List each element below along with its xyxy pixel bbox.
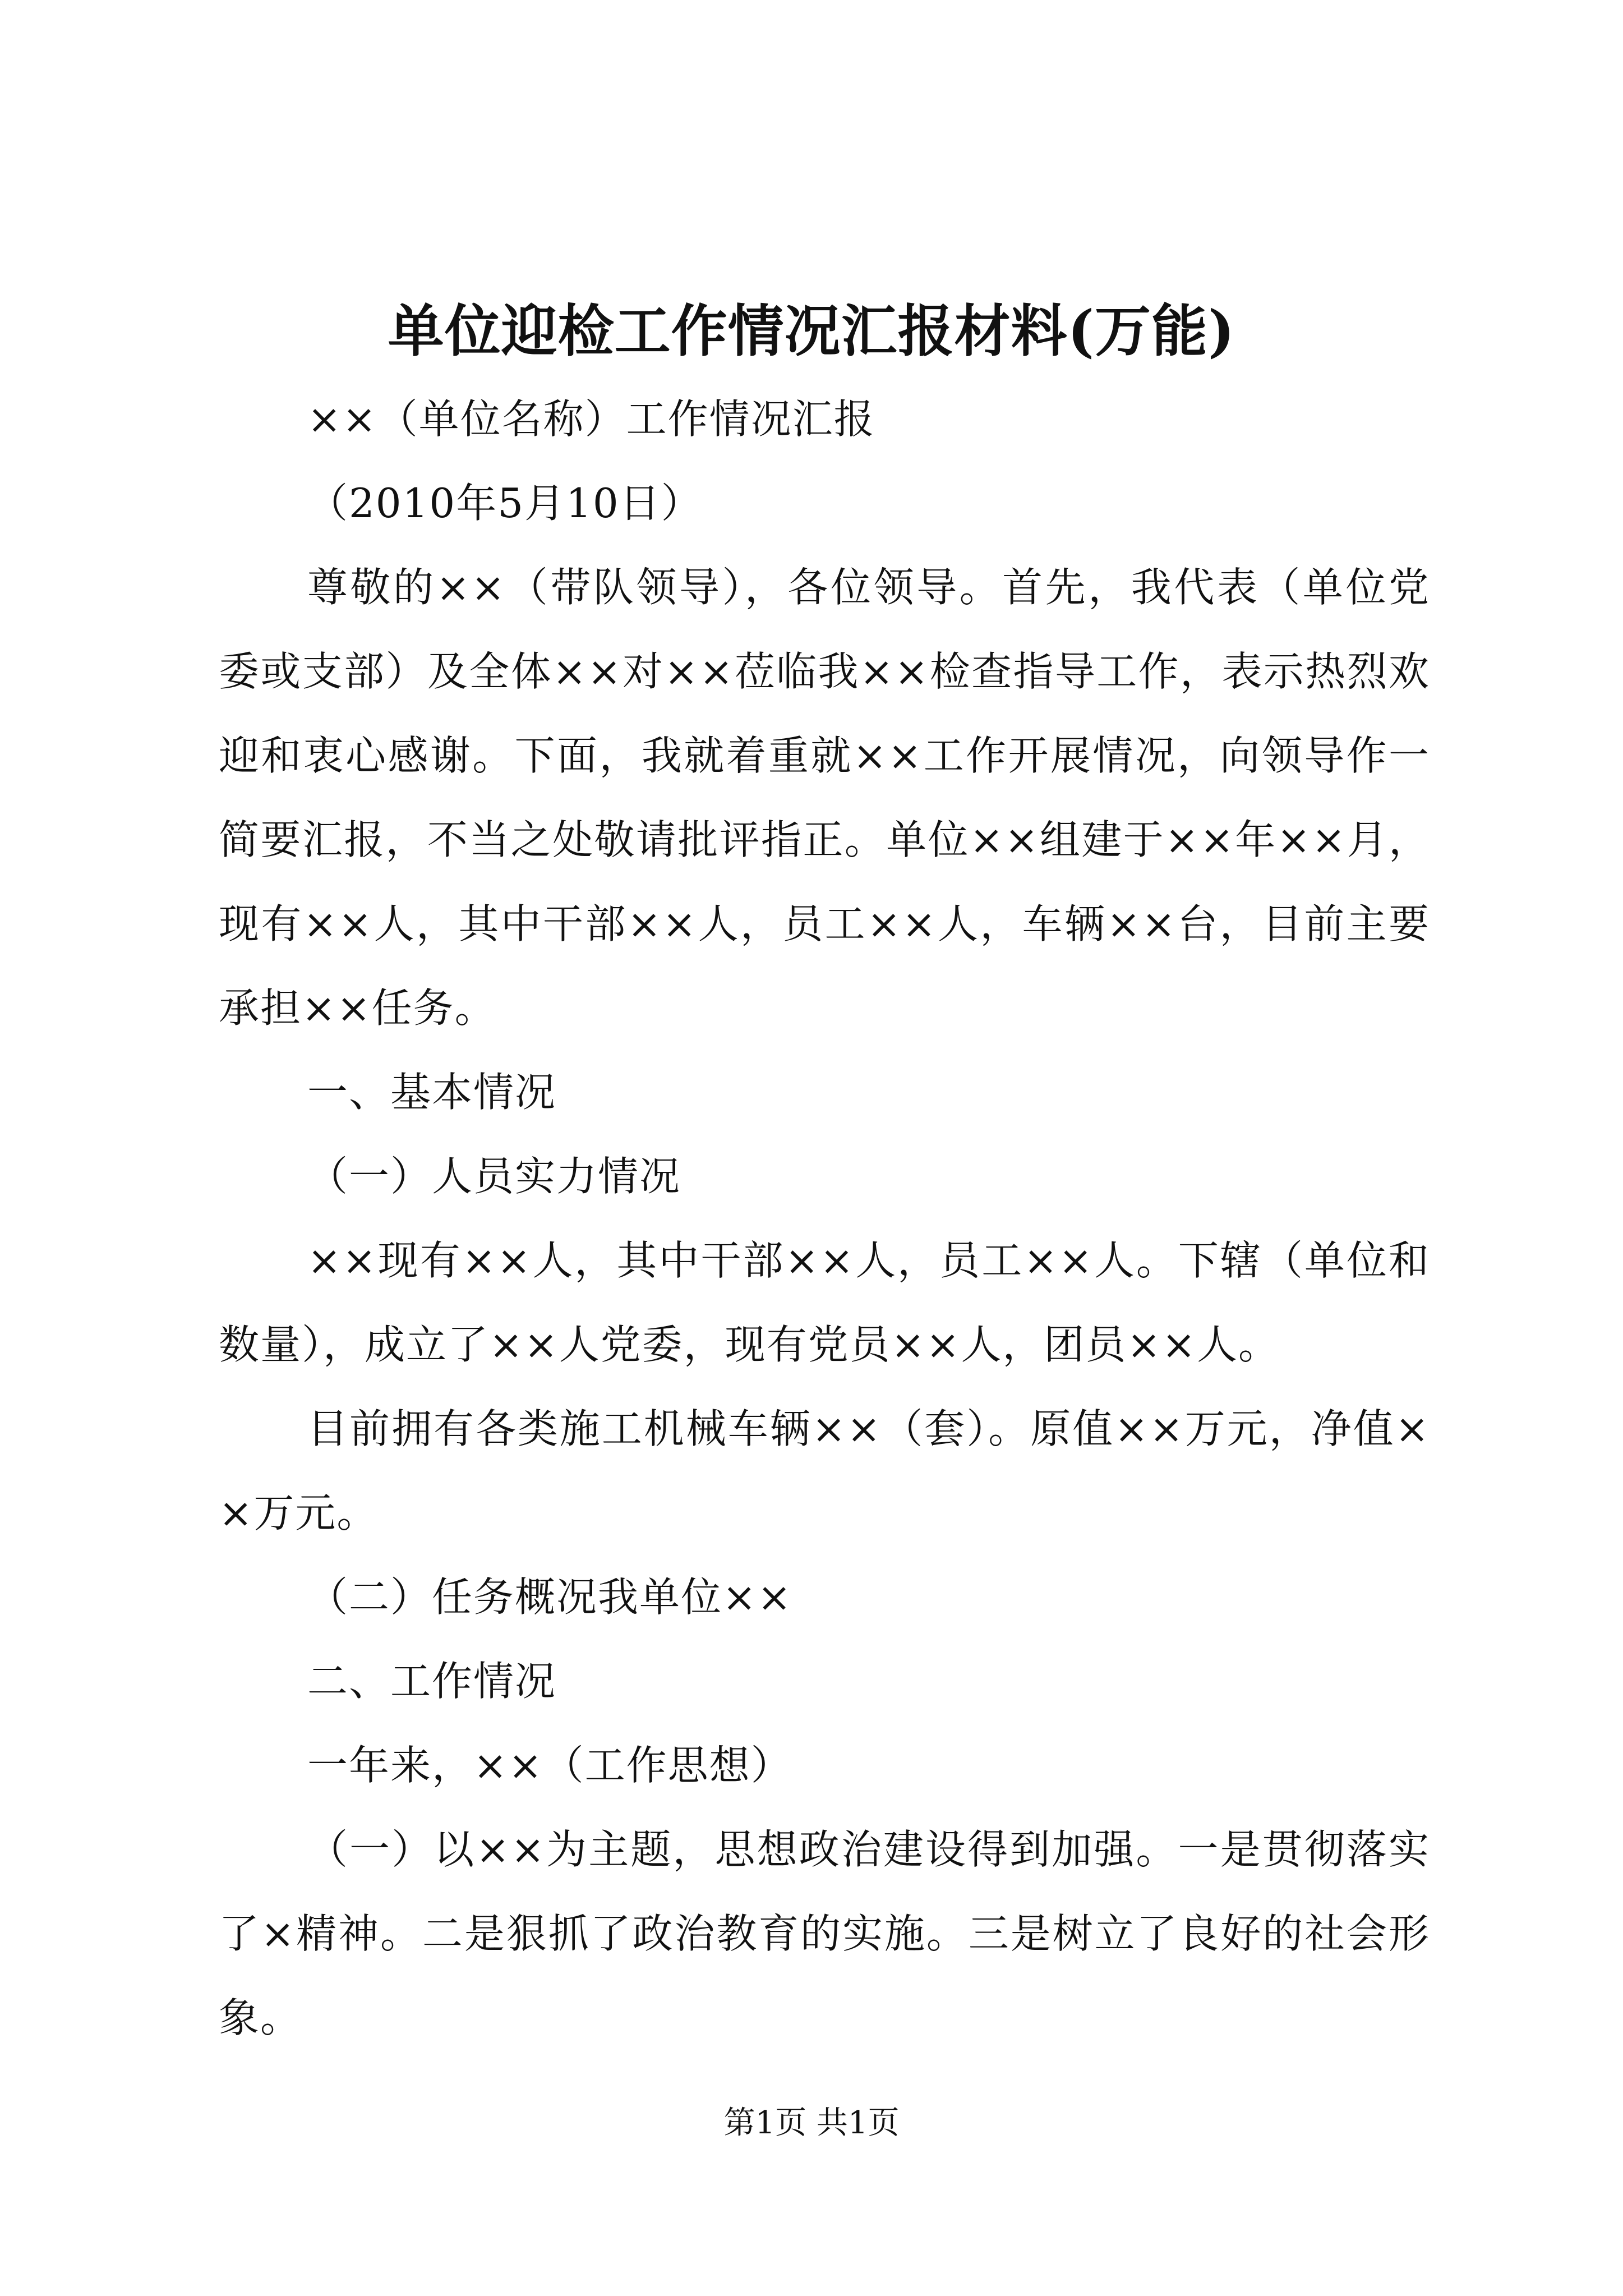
personnel-paragraph: ××现有××人，其中干部××人，员工××人。下辖（单位和数量），成立了××人党委，现有党员××人，团员××人。 xyxy=(219,1237,1430,1368)
political-construction-paragraph: （一）以××为主题，思想政治建设得到加强。一是贯彻落实了×精神。二是狠抓了政治教育的实施。三是树立了良好的社会形象。 xyxy=(219,1826,1430,2041)
document-title: 单位迎检工作情况汇报材料(万能) xyxy=(388,298,1235,364)
report-date: （2010年5月10日） xyxy=(307,480,703,527)
opening-paragraph: 尊敬的××（带队领导），各位领导。首先，我代表（单位党委或支部）及全体××对××莅临我××检查指导工作，表示热烈欢迎和衷心感谢。下面，我就着重就××工作开展情况，向领导作一简要汇报，不当之处敬请批评指正。单位××组建于××年××月，现有××人，其中干部××人，员工××人，车辆××台，目前主要承担××任务。 xyxy=(219,564,1430,1032)
subsection-heading-tasks: （二）任务概况我单位×× xyxy=(307,1573,792,1621)
subsection-heading-personnel: （一）人员实力情况 xyxy=(307,1153,681,1200)
equipment-paragraph: 目前拥有各类施工机械车辆××（套）。原值××万元，净值××万元。 xyxy=(219,1405,1430,1536)
work-intro-paragraph: 一年来，××（工作思想） xyxy=(307,1742,792,1789)
section-heading-work: 二、工作情况 xyxy=(307,1658,557,1705)
report-heading: ××（单位名称）工作情况汇报 xyxy=(307,395,875,443)
page-footer: 第1页 共1页 xyxy=(723,2105,900,2141)
document-body xyxy=(219,377,1430,2060)
section-heading-basic: 一、基本情况 xyxy=(307,1069,557,1116)
